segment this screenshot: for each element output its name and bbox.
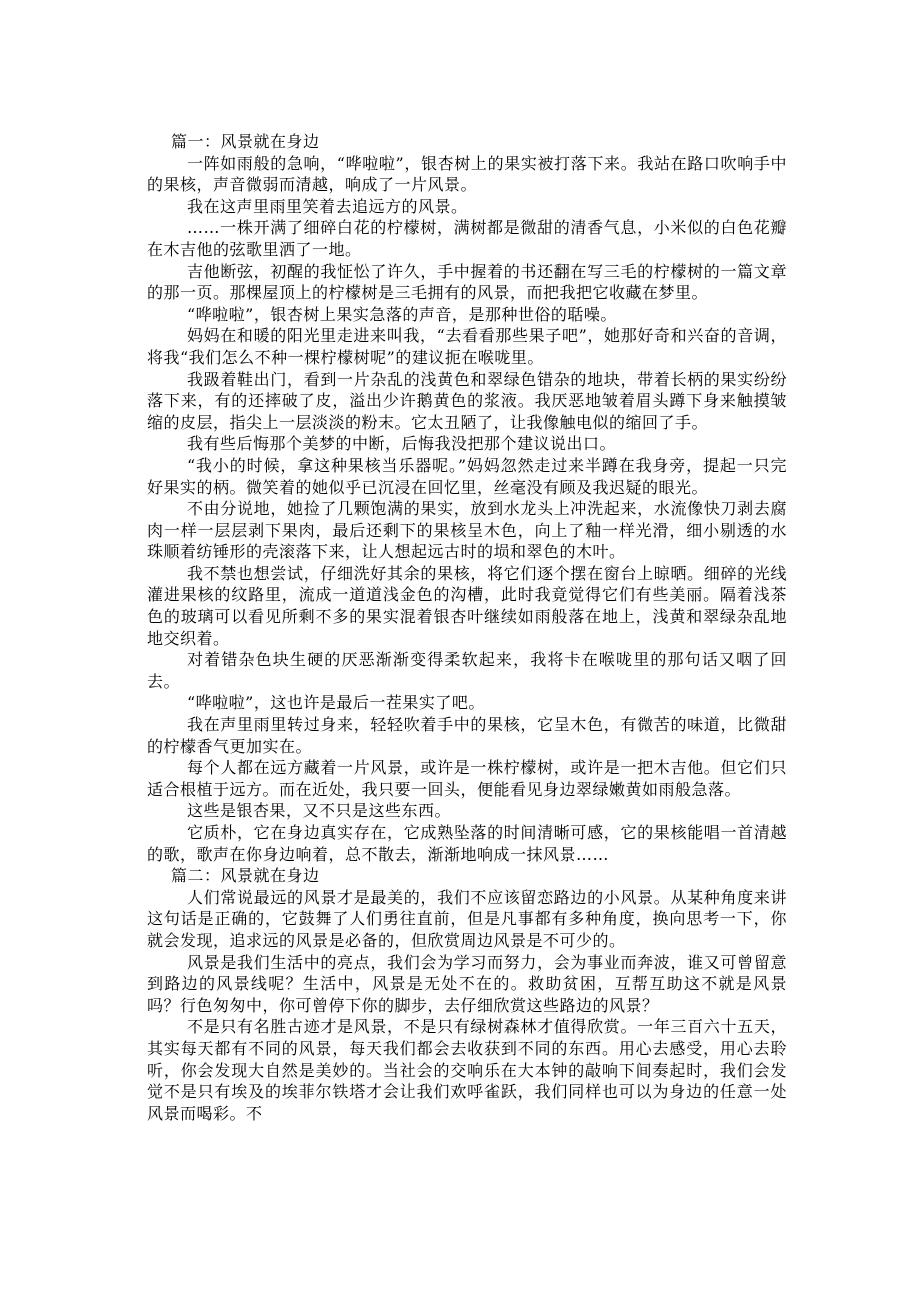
- paragraph: 吉他断弦，初醒的我怔忪了许久，手中握着的书还翻在写三毛的柠檬树的一篇文章的那一页。那棵屋顶上的柠檬树是三毛拥有的风景，而把我把它收藏在梦里。: [147, 261, 787, 303]
- paragraph: 不由分说地，她捡了几颗饱满的果实，放到水龙头上冲洗起来，水流像快刀剥去腐肉一样一层层剥下果肉，最后还剩下的果核呈木色，向上了釉一样光滑，细小剔透的水珠顺着纺锤形的壳滚落下来，让人想起远古时的埙和翠色的木叶。: [147, 499, 787, 562]
- paragraph: 对着错杂色块生硬的厌恶渐渐变得柔软起来，我将卡在喉咙里的那句话又咽了回去。: [147, 650, 787, 691]
- paragraph: 每个人都在远方藏着一片风景，或许是一株柠檬树，或许是一把木吉他。但它们只适合根植于远方。而在近处，我只要一回头，便能看见身边翠绿嫩黄如雨般急落。: [147, 758, 787, 799]
- paragraph: 这些是银杏果，又不只是这些东西。: [187, 801, 452, 821]
- paragraph: ……一株开满了细碎白花的柠檬树，满树都是微甜的清香气息，小米似的白色花瓣在木吉他的弦歌里洒了一地。: [147, 218, 787, 259]
- paragraph: 它质朴，它在身边真实存在，它成熟坠落的时间清晰可感，它的果核能唱一首清越的歌，歌声在你身边响着，总不散去，渐渐地响成一抹风景……: [147, 823, 787, 864]
- paragraph: 我在这声里雨里笑着去追远方的风景。: [187, 196, 468, 216]
- section-heading: 篇二：风景就在身边: [171, 866, 320, 886]
- paragraph: “我小的时候，拿这种果核当乐器呢。”妈妈忽然走过来半蹲在我身旁，提起一只完好果实的柄。微笑着的她似乎已沉浸在回忆里，丝毫没有顾及我迟疑的眼光。: [147, 455, 787, 497]
- paragraph: 一阵如雨般的急响，“哗啦啦”，银杏树上的果实被打落下来。我站在路口吹响手中的果核，声音微弱而清越，响成了一片风景。: [147, 153, 787, 195]
- paragraph: 我有些后悔那个美梦的中断，后悔我没把那个建议说出口。: [187, 434, 617, 454]
- paragraph: 不是只有名胜古迹才是风景，不是只有绿树森林才值得欣赏。一年三百六十五天，其实每天都有不同的风景，每天我们都会去收获到不同的东西。用心去感受，用心去聆听，你会发现大自然是美妙的。当社会的交响乐在大本钟的敲响下间奏起时，我们会发觉不是只有埃及的埃菲尔铁塔才会让我们欢呼雀跃，我们同样也可以为身边的任意一处风景而喝彩。不: [147, 1017, 787, 1123]
- paragraph: “哗啦啦”，银杏树上果实急落的声音，是那种世俗的聒噪。: [187, 304, 617, 324]
- paragraph: 妈妈在和暖的阳光里走进来叫我，“去看看那些果子吧”，她那好奇和兴奋的音调，将我“我们怎么不种一棵柠檬树呢”的建议扼在喉咙里。: [147, 326, 787, 367]
- paragraph: 我趿着鞋出门，看到一片杂乱的浅黄色和翠绿色错杂的地块，带着长柄的果实纷纷落下来，有的还摔破了皮，溢出少许鹅黄色的浆液。我厌恶地皱着眉头蹲下身来触摸皱缩的皮层，指尖上一层淡淡的粉末。它太丑陋了，让我像触电似的缩回了手。: [147, 369, 787, 432]
- paragraph: 人们常说最远的风景才是最美的，我们不应该留恋路边的小风景。从某种角度来讲这句话是正确的，它鼓舞了人们勇往直前，但是凡事都有多种角度，换向思考一下，你就会发现，追求远的风景是必备的，但欣赏周边风景是不可少的。: [147, 887, 787, 950]
- document-body: [147, 131, 787, 1124]
- paragraph: 风景是我们生活中的亮点，我们会为学习而努力，会为事业而奔波，谁又可曾留意到路边的风景线呢？生活中，风景是无处不在的。救助贫困，互帮互助这不就是风景吗？行色匆匆中，你可曾停下你的脚步，去仔细欣赏这些路边的风景？: [147, 952, 787, 1015]
- paragraph: 我在声里雨里转过身来，轻轻吹着手中的果核，它呈木色，有微苦的味道，比微甜的柠檬香气更加实在。: [147, 715, 787, 756]
- paragraph: “哗啦啦”，这也许是最后一茬果实了吧。: [187, 693, 485, 713]
- section-heading: 篇一：风景就在身边: [171, 132, 320, 151]
- paragraph: 我不禁也想尝试，仔细洗好其余的果核，将它们逐个摆在窗台上晾晒。细碎的光线灌进果核的纹路里，流成一道道浅金色的沟槽，此时我竟觉得它们有些美丽。隔着浅茶色的玻璃可以看见所剩不多的果实混着银杏叶继续如雨般落在地上，浅黄和翠绿杂乱地地交织着。: [147, 563, 787, 648]
